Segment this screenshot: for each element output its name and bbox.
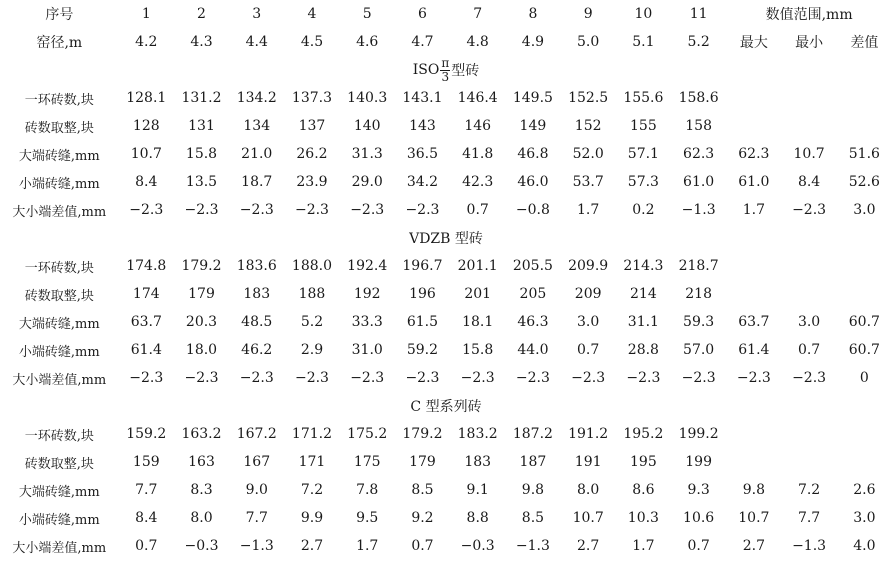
range-cell — [837, 448, 892, 476]
table-cell: 7.2 — [300, 482, 324, 498]
fraction-numerator: π — [441, 55, 450, 70]
table-cell: −2.3 — [239, 202, 274, 218]
table-cell: 0.7 — [411, 538, 434, 554]
range-cell: 3.0 — [853, 202, 876, 218]
range-cell: 51.6 — [848, 146, 880, 162]
range-cell — [781, 420, 836, 448]
diameter-value: 5.1 — [632, 34, 655, 50]
row-label: 大小端差值,mm — [12, 540, 107, 556]
fraction-denominator: 3 — [441, 69, 450, 84]
table-cell: 146.4 — [457, 90, 498, 106]
table-cell: 46.0 — [517, 174, 549, 190]
row-label: 砖数取整,块 — [24, 456, 94, 472]
table-cell: 53.7 — [572, 174, 604, 190]
row-label: 一环砖数,块 — [24, 92, 94, 108]
table-cell: −2.3 — [129, 370, 164, 386]
table-cell: 201 — [464, 286, 492, 302]
range-cell: −2.3 — [792, 202, 827, 218]
table-cell: 18.0 — [185, 342, 218, 358]
table-cell: 8.8 — [466, 510, 489, 526]
table-cell: 1.7 — [632, 538, 655, 554]
table-cell: 36.5 — [406, 146, 439, 162]
table-cell: 57.3 — [627, 174, 659, 190]
table-cell: 152.5 — [568, 90, 609, 106]
table-cell: 183.2 — [457, 426, 498, 442]
range-cell — [781, 84, 836, 112]
section-title-prefix: ISO — [412, 62, 440, 78]
table-cell: 5.2 — [300, 314, 324, 330]
table-row — [0, 252, 892, 280]
table-cell: 62.3 — [683, 146, 715, 162]
table-cell: −2.3 — [571, 370, 606, 386]
table-cell: 179.2 — [181, 258, 222, 274]
table-cell: 209 — [574, 286, 602, 302]
table-cell: 183 — [243, 286, 271, 302]
header-row-diameter — [0, 28, 892, 56]
table-cell: 61.0 — [683, 174, 715, 190]
range-cell: 3.0 — [853, 510, 876, 526]
table-cell: 7.7 — [135, 482, 158, 498]
range-cell: 52.6 — [848, 174, 880, 190]
diameter-label: 窑径,m — [36, 35, 83, 51]
table-row — [0, 308, 892, 336]
table-row — [0, 140, 892, 168]
table-row — [0, 336, 892, 364]
row-label: 大小端差值,mm — [12, 204, 107, 220]
table-cell: 63.7 — [130, 314, 162, 330]
table-cell: 199 — [685, 454, 712, 470]
table-cell: 46.3 — [517, 314, 549, 330]
table-cell: 196 — [409, 286, 436, 302]
table-cell: 23.9 — [296, 174, 328, 190]
table-cell: 158 — [685, 118, 712, 134]
table-cell: 7.8 — [356, 482, 379, 498]
table-cell: 61.5 — [406, 314, 439, 330]
table-cell: 175.2 — [347, 426, 388, 442]
range-cell: 10.7 — [738, 510, 770, 526]
section-title: C 型系列砖 — [410, 399, 482, 415]
table-cell: 2.9 — [300, 342, 324, 358]
section-title-row — [0, 224, 892, 252]
table-cell: 13.5 — [185, 174, 218, 190]
range-cell: 9.8 — [742, 482, 765, 498]
table-cell: 31.1 — [627, 314, 659, 330]
table-cell: 131 — [188, 118, 215, 134]
range-cell: 0 — [859, 370, 869, 386]
table-cell: −2.3 — [350, 370, 385, 386]
table-cell: 214.3 — [623, 258, 664, 274]
table-cell: −2.3 — [405, 202, 440, 218]
range-cell — [726, 112, 781, 140]
index-number: 7 — [473, 6, 483, 22]
range-cell — [726, 448, 781, 476]
table-cell: 21.0 — [241, 146, 273, 162]
range-cell — [837, 84, 892, 112]
table-cell: 155 — [630, 118, 657, 134]
table-cell: 9.2 — [411, 510, 434, 526]
table-cell: 59.3 — [683, 314, 715, 330]
table-cell: 29.0 — [351, 174, 383, 190]
range-cell — [726, 252, 781, 280]
range-cell: 61.4 — [738, 342, 770, 358]
table-cell: 171 — [298, 454, 326, 470]
range-cell: 60.7 — [848, 342, 880, 358]
table-cell: −2.3 — [350, 202, 385, 218]
table-cell: −2.3 — [129, 202, 164, 218]
index-number: 9 — [583, 6, 593, 22]
range-cell — [837, 280, 892, 308]
table-cell: 8.0 — [190, 510, 213, 526]
range-cell: 7.2 — [797, 482, 821, 498]
table-cell: 61.4 — [130, 342, 162, 358]
table-cell: 209.9 — [568, 258, 609, 274]
range-cell — [726, 420, 781, 448]
table-cell: 179 — [188, 286, 215, 302]
table-cell: 143 — [409, 118, 436, 134]
header-row-index — [0, 0, 892, 28]
table-cell: 59.2 — [406, 342, 439, 358]
table-row — [0, 196, 892, 224]
table-cell: 205.5 — [512, 258, 553, 274]
table-cell: 9.1 — [466, 482, 489, 498]
table-cell: 196.7 — [402, 258, 443, 274]
table-cell: 175 — [353, 454, 381, 470]
index-number: 10 — [634, 6, 653, 22]
diameter-value: 5.0 — [577, 34, 600, 50]
range-cell: 1.7 — [742, 202, 765, 218]
table-cell: 0.7 — [135, 538, 158, 554]
section-title-row — [0, 56, 892, 84]
table-cell: 137.3 — [291, 90, 333, 106]
range-cell: 4.0 — [853, 538, 876, 554]
range-column-label: 最大 — [739, 35, 768, 51]
table-cell: 143.1 — [402, 90, 443, 106]
table-cell: 146 — [464, 118, 492, 134]
table-cell: 31.3 — [351, 146, 383, 162]
table-cell: −1.3 — [681, 202, 716, 218]
table-cell: 179.2 — [402, 426, 443, 442]
table-cell: 8.6 — [632, 482, 655, 498]
table-row — [0, 364, 892, 392]
table-row — [0, 84, 892, 112]
table-cell: 131.2 — [181, 90, 222, 106]
row-label: 小端砖缝,mm — [18, 512, 100, 528]
row-label: 砖数取整,块 — [24, 288, 94, 304]
table-cell: 195 — [630, 454, 657, 470]
table-cell: 15.8 — [462, 342, 494, 358]
table-cell: 26.2 — [296, 146, 328, 162]
index-number: 11 — [689, 6, 708, 22]
table-cell: 174 — [132, 286, 160, 302]
table-row — [0, 168, 892, 196]
table-cell: −2.3 — [184, 370, 219, 386]
table-cell: 188 — [298, 286, 326, 302]
range-cell: 2.7 — [742, 538, 765, 554]
table-row — [0, 112, 892, 140]
table-cell: 42.3 — [462, 174, 494, 190]
diameter-value: 4.3 — [190, 34, 213, 50]
table-cell: 8.4 — [135, 174, 158, 190]
table-cell: 8.0 — [577, 482, 600, 498]
table-cell: 195.2 — [623, 426, 664, 442]
table-cell: 0.7 — [687, 538, 710, 554]
index-label: 序号 — [45, 7, 74, 23]
range-cell: 7.7 — [797, 510, 821, 526]
table-cell: 163.2 — [181, 426, 222, 442]
table-cell: −2.3 — [405, 370, 440, 386]
table-cell: 2.7 — [300, 538, 324, 554]
range-cell: 62.3 — [738, 146, 770, 162]
table-cell: 9.9 — [300, 510, 324, 526]
table-cell: 20.3 — [185, 314, 218, 330]
table-row — [0, 420, 892, 448]
table-cell: 183.6 — [236, 258, 277, 274]
table-cell: 0.7 — [577, 342, 600, 358]
table-cell: −0.8 — [515, 202, 550, 218]
diameter-value: 4.7 — [411, 34, 434, 50]
table-cell: −0.3 — [460, 538, 495, 554]
table-cell: 149.5 — [512, 90, 553, 106]
range-cell: 61.0 — [738, 174, 770, 190]
table-cell: 192 — [353, 286, 381, 302]
range-cell — [781, 112, 836, 140]
range-column-label: 最小 — [795, 35, 824, 51]
table-cell: 1.7 — [577, 202, 600, 218]
table-cell: 9.0 — [245, 482, 268, 498]
table-cell: 33.3 — [351, 314, 383, 330]
table-row — [0, 476, 892, 504]
table-cell: 128 — [132, 118, 160, 134]
range-cell — [837, 252, 892, 280]
table-cell: 205 — [519, 286, 547, 302]
table-cell: 31.0 — [351, 342, 383, 358]
range-cell — [726, 280, 781, 308]
table-cell: 218 — [685, 286, 712, 302]
table-cell: 159 — [132, 454, 160, 470]
table-cell: 163 — [188, 454, 215, 470]
table-cell: 46.2 — [241, 342, 273, 358]
diameter-value: 4.4 — [245, 34, 268, 50]
range-cell: 8.4 — [797, 174, 821, 190]
row-label: 小端砖缝,mm — [18, 176, 100, 192]
table-cell: −1.3 — [515, 538, 550, 554]
table-cell: 3.0 — [577, 314, 600, 330]
table-cell: 149 — [519, 118, 547, 134]
table-cell: 188.0 — [291, 258, 333, 274]
table-cell: 10.7 — [130, 146, 162, 162]
section-title-formula — [413, 57, 480, 84]
range-cell — [781, 448, 836, 476]
range-cell: −2.3 — [736, 370, 771, 386]
table-cell: 44.0 — [517, 342, 549, 358]
table-row — [0, 504, 892, 532]
table-cell: 1.7 — [356, 538, 379, 554]
range-cell — [781, 280, 836, 308]
table-row — [0, 448, 892, 476]
table-cell: 171.2 — [291, 426, 333, 442]
diameter-value: 4.5 — [300, 34, 324, 50]
table-cell: 159.2 — [126, 426, 167, 442]
row-label: 大端砖缝,mm — [18, 316, 100, 332]
table-cell: −2.3 — [515, 370, 550, 386]
section-title-row — [0, 392, 892, 420]
table-cell: 201.1 — [457, 258, 498, 274]
diameter-value: 4.2 — [135, 34, 158, 50]
row-label: 一环砖数,块 — [24, 428, 94, 444]
section-title-suffix: 型砖 — [451, 63, 480, 79]
diameter-value: 4.6 — [356, 34, 379, 50]
row-label: 大小端差值,mm — [12, 372, 107, 388]
range-header: 数值范围,mm — [765, 7, 853, 23]
table-cell: 57.1 — [627, 146, 659, 162]
index-number: 6 — [417, 6, 427, 22]
table-cell: 8.5 — [411, 482, 434, 498]
range-cell — [837, 420, 892, 448]
table-cell: 155.6 — [623, 90, 664, 106]
row-label: 小端砖缝,mm — [18, 344, 100, 360]
table-row — [0, 532, 892, 560]
range-cell: 60.7 — [848, 314, 880, 330]
diameter-value: 5.2 — [687, 34, 710, 50]
table-cell: 137 — [298, 118, 326, 134]
range-cell: 3.0 — [797, 314, 821, 330]
table-cell: 8.4 — [135, 510, 158, 526]
table-cell: 199.2 — [678, 426, 719, 442]
row-label: 砖数取整,块 — [24, 120, 94, 136]
table-cell: 174.8 — [126, 258, 167, 274]
range-cell — [781, 252, 836, 280]
table-cell: 10.3 — [627, 510, 659, 526]
table-cell: 0.2 — [632, 202, 655, 218]
table-cell: 57.0 — [683, 342, 715, 358]
table-cell: −2.3 — [294, 202, 329, 218]
table-cell: 214 — [630, 286, 657, 302]
range-cell: 63.7 — [738, 314, 770, 330]
index-number: 5 — [362, 6, 372, 22]
range-cell: 2.6 — [853, 482, 876, 498]
index-number: 2 — [197, 6, 206, 22]
table-cell: 192.4 — [347, 258, 388, 274]
table-cell: 158.6 — [678, 90, 719, 106]
index-number: 8 — [528, 6, 538, 22]
table-cell: 8.3 — [190, 482, 213, 498]
table-cell: 134.2 — [236, 90, 277, 106]
table-row — [0, 280, 892, 308]
table-cell: 46.8 — [517, 146, 549, 162]
table-cell: 52.0 — [572, 146, 604, 162]
index-number: 3 — [252, 6, 262, 22]
table-cell: 187 — [519, 454, 547, 470]
table-cell: 28.8 — [627, 342, 659, 358]
table-cell: 9.8 — [521, 482, 545, 498]
section-title: VDZB 型砖 — [409, 231, 483, 247]
table-cell: 41.8 — [462, 146, 494, 162]
table-cell: 18.1 — [462, 314, 494, 330]
index-number: 4 — [307, 6, 317, 22]
range-cell: 0.7 — [797, 342, 821, 358]
table-cell: 15.8 — [185, 146, 218, 162]
table-cell: 167 — [243, 454, 271, 470]
table-cell: −2.3 — [239, 370, 274, 386]
table-cell: 34.2 — [406, 174, 439, 190]
table-cell: −2.3 — [681, 370, 716, 386]
table-cell: 218.7 — [678, 258, 719, 274]
table-cell: 9.5 — [356, 510, 379, 526]
range-cell: −1.3 — [792, 538, 827, 554]
index-number: 1 — [141, 6, 151, 22]
table-cell: −0.3 — [184, 538, 219, 554]
range-cell: −2.3 — [792, 370, 827, 386]
range-cell: 10.7 — [793, 146, 825, 162]
section-title — [0, 56, 892, 84]
row-label: 大端砖缝,mm — [18, 148, 100, 164]
row-label: 一环砖数,块 — [24, 260, 94, 276]
table-cell: 140 — [353, 118, 381, 134]
table-cell: 152 — [574, 118, 602, 134]
table-cell: −2.3 — [460, 370, 495, 386]
table-cell: −1.3 — [239, 538, 274, 554]
range-cell — [837, 112, 892, 140]
table-cell: 179 — [409, 454, 436, 470]
range-cell — [726, 84, 781, 112]
section-title-fraction — [440, 57, 450, 84]
row-label: 大端砖缝,mm — [18, 484, 100, 500]
table-cell: 8.5 — [521, 510, 545, 526]
table-cell: 140.3 — [347, 90, 388, 106]
table-cell: 183 — [464, 454, 492, 470]
table-cell: −2.3 — [294, 370, 329, 386]
table-cell: 134 — [243, 118, 271, 134]
table-cell: 191 — [574, 454, 602, 470]
diameter-value: 4.8 — [466, 34, 489, 50]
table-cell: 167.2 — [236, 426, 277, 442]
table-cell: −2.3 — [626, 370, 661, 386]
range-column-label: 差值 — [850, 35, 879, 51]
table-cell: 2.7 — [577, 538, 600, 554]
table-cell: 9.3 — [687, 482, 710, 498]
table-cell: 10.7 — [572, 510, 604, 526]
table-cell: 0.7 — [466, 202, 489, 218]
table-cell: 10.6 — [683, 510, 715, 526]
table-cell: −2.3 — [184, 202, 219, 218]
table-cell: 7.7 — [245, 510, 268, 526]
table-cell: 187.2 — [512, 426, 553, 442]
table-cell: 48.5 — [241, 314, 273, 330]
table-cell: 128.1 — [126, 90, 167, 106]
table-cell: 191.2 — [568, 426, 609, 442]
diameter-value: 4.9 — [521, 34, 545, 50]
table-cell: 18.7 — [241, 174, 273, 190]
